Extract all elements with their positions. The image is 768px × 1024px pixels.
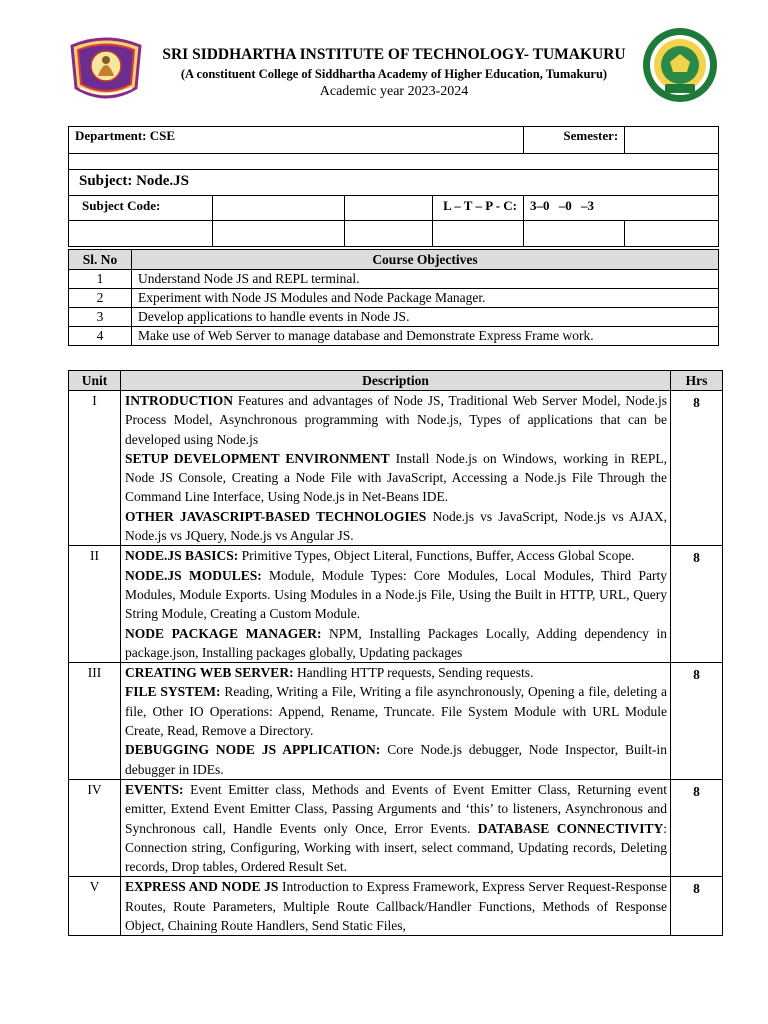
objective-no: 1	[69, 270, 132, 289]
ltpc-value: 3–0 –0 –3	[524, 196, 719, 221]
unit-number: II	[69, 546, 121, 663]
objectives-col-text: Course Objectives	[132, 250, 719, 270]
table-row	[69, 779, 723, 876]
department-label: Department: CSE	[69, 127, 524, 154]
topic-text: Core Node.js debugger, Node Inspector, Built-in debugger in IDEs.	[125, 742, 667, 777]
topic-heading: EVENTS:	[125, 781, 184, 797]
topic-heading: CREATING WEB SERVER:	[125, 665, 294, 681]
unit-description	[121, 663, 671, 780]
subject-code-value	[212, 196, 344, 221]
semester-label: Semester:	[524, 127, 625, 154]
objectives-col-no: Sl. No	[69, 250, 132, 270]
academic-year: Academic year 2023-2024	[319, 84, 469, 99]
table-row	[69, 289, 719, 308]
table-row	[69, 270, 719, 289]
topic-text: Features and advantages of Node JS, Traditional Web Server Model, Node.js Process Model, Asynchronous programming with Node.js, Types of applications that can be developed using Node.js	[125, 393, 667, 447]
topic-heading: EXPRESS AND NODE JS	[125, 879, 279, 895]
topic-heading: FILE SYSTEM:	[125, 684, 221, 700]
empty-cell	[212, 221, 344, 247]
unit-description	[121, 546, 671, 663]
table-row	[69, 327, 719, 346]
empty-cell	[625, 221, 719, 247]
empty-cell	[345, 196, 433, 221]
topic-heading: DEBUGGING NODE JS APPLICATION:	[125, 742, 381, 758]
semester-value	[625, 127, 719, 154]
topic-heading: SETUP DEVELOPMENT ENVIRONMENT	[125, 450, 390, 466]
topic-heading: NODE PACKAGE MANAGER:	[125, 625, 322, 641]
objective-no: 3	[69, 308, 132, 327]
course-info-table	[68, 126, 719, 247]
topic-text: Node.js vs JavaScript, Node.js vs AJAX, Node.js vs JQuery, Node.js vs Angular JS.	[125, 508, 667, 544]
university-seal-logo	[641, 26, 719, 104]
empty-cell	[345, 221, 433, 247]
topic-text: Introduction to Express Framework, Express Server Request-Response Routes, Route Parameters, Multiple Route Callback/Handler Functions, Methods of Response Object, Chaining Route Handlers, Send Static Files,	[125, 879, 667, 934]
objective-text: Develop applications to handle events in Node JS.	[132, 308, 719, 327]
topic-text: NPM, Installing Packages Locally, Adding dependency in package.json, Installing packages globally, Updating packages	[125, 625, 667, 660]
unit-hours: 8	[671, 779, 723, 876]
table-row	[69, 877, 723, 936]
unit-number: IV	[69, 779, 121, 876]
topic-text: Install Node.js on Windows, working in REPL, Node JS Console, Creating a Node File with JavaScript, Accessing a Node.js File Through the Command Line Interface, Using Node.js in Net-Beans IDE.	[125, 450, 667, 505]
syllabus-table	[68, 370, 723, 936]
institute-name: SRI SIDDHARTHA INSTITUTE OF TECHNOLOGY- TUMAKURU	[162, 46, 626, 63]
topic-text: Handling HTTP requests, Sending requests.	[293, 665, 534, 681]
topic-text: : Connection string, Configuring, Working with insert, select command, Updating records, Deleting records, Drop tables, Ordered Result Set.	[125, 820, 667, 875]
topic-heading: NODE.JS BASICS:	[125, 548, 239, 564]
syllabus-col-description: Description	[121, 371, 671, 391]
subject-code-label: Subject Code:	[69, 196, 213, 221]
topic-heading: NODE.JS MODULES:	[125, 567, 262, 583]
institute-logo-left	[66, 36, 146, 102]
topic-text: Module, Module Types: Core Modules, Local Modules, Third Party Modules, Module Exports. Using Modules in a Node.js File, Using the Built in HTTP, URL, Query String Module, Creating a Custom Module.	[125, 567, 667, 622]
objective-no: 2	[69, 289, 132, 308]
topic-heading: DATABASE CONNECTIVITY	[477, 820, 664, 836]
ltpc-label: L – T – P - C:	[432, 196, 523, 221]
unit-hours: 8	[671, 663, 723, 780]
objective-no: 4	[69, 327, 132, 346]
unit-hours: 8	[671, 546, 723, 663]
blank-row	[69, 154, 719, 170]
objective-text: Understand Node JS and REPL terminal.	[132, 270, 719, 289]
table-row	[69, 308, 719, 327]
unit-hours: 8	[671, 877, 723, 936]
affiliation-line: (A constituent College of Siddhartha Academy of Higher Education, Tumakuru)	[180, 67, 608, 81]
topic-text: Reading, Writing a File, Writing a file asynchronously, Opening a file, deleting a file, Other IO Operations: Append, Rename, Truncate. File System Module with URL Module Create, Read, Remove a Directory.	[125, 684, 667, 739]
unit-description	[121, 779, 671, 876]
unit-hours: 8	[671, 391, 723, 546]
topic-heading: INTRODUCTION	[125, 393, 234, 408]
unit-number: I	[69, 391, 121, 546]
syllabus-col-hrs: Hrs	[671, 371, 723, 391]
unit-number: III	[69, 663, 121, 780]
table-row	[69, 391, 723, 546]
empty-cell	[524, 221, 625, 247]
unit-description	[121, 877, 671, 936]
table-row	[69, 663, 723, 780]
topic-text: Primitive Types, Object Literal, Functions, Buffer, Access Global Scope.	[238, 548, 635, 564]
course-objectives-table	[68, 249, 719, 346]
topic-text: Event Emitter class, Methods and Events of Event Emitter Class, Returning event emitter, Extend Event Emitter Class, Passing Arguments and ‘this’ to listeners, Asynchronous and Synchronous call, Handle Events only Once, Error Events.	[125, 781, 667, 836]
subject-title: Subject: Node.JS	[69, 170, 719, 196]
topic-heading: OTHER JAVASCRIPT-BASED TECHNOLOGIES	[125, 508, 427, 524]
objective-text: Experiment with Node JS Modules and Node Package Manager.	[132, 289, 719, 308]
empty-cell	[69, 221, 213, 247]
unit-description	[121, 391, 671, 546]
empty-cell	[432, 221, 523, 247]
table-row	[69, 546, 723, 663]
objective-text: Make use of Web Server to manage database and Demonstrate Express Frame work.	[132, 327, 719, 346]
unit-number: V	[69, 877, 121, 936]
syllabus-col-unit: Unit	[69, 371, 121, 391]
